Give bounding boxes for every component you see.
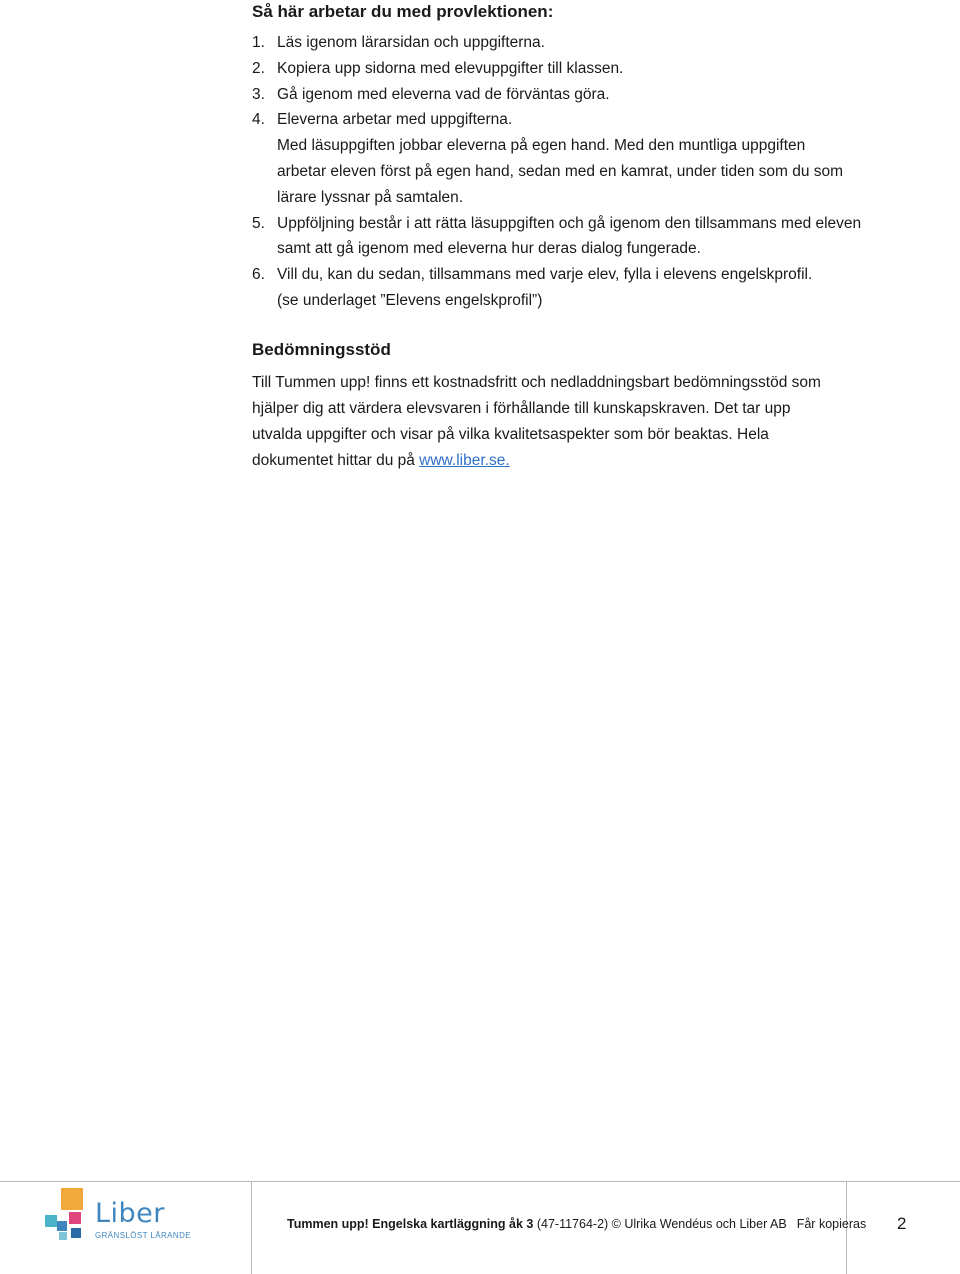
list-text: Gå igenom med eleverna vad de förväntas göra.	[277, 85, 610, 103]
logo-square-blue	[57, 1221, 67, 1231]
logo-tagline: GRÄNSLÖST LÄRANDE	[95, 1231, 192, 1240]
logo-wordmark: Liber	[95, 1198, 165, 1229]
list-number: 3.	[252, 85, 265, 103]
list-text: Läs igenom lärarsidan och uppgifterna.	[277, 34, 545, 51]
list-number: 2.	[252, 59, 265, 77]
footer-title: Tummen upp! Engelska kartläggning åk 3	[287, 1217, 534, 1231]
logo-square-blue-dark	[71, 1228, 81, 1238]
page-number: 2	[897, 1214, 907, 1233]
list-number: 1.	[252, 34, 265, 51]
list-text: Eleverna arbetar med uppgifterna.	[277, 111, 513, 129]
section-heading: Så här arbetar du med provlektionen:	[252, 2, 554, 21]
footer-copy-note: Får kopieras	[796, 1217, 867, 1231]
list-item	[252, 30, 877, 56]
section-heading: Bedömningsstöd	[252, 340, 391, 359]
list-number: 5.	[252, 214, 265, 232]
list-item	[252, 82, 877, 108]
logo-square-pink	[69, 1212, 81, 1224]
liber-link[interactable]: www.liber.se.	[419, 452, 510, 469]
list-number: 4.	[252, 111, 265, 129]
logo-square-teal	[45, 1215, 57, 1227]
list-item	[252, 262, 877, 314]
assessment-paragraph	[252, 370, 842, 474]
footer-divider	[0, 1181, 960, 1182]
logo-square-orange	[61, 1188, 83, 1210]
liber-logo	[45, 1188, 195, 1248]
list-number: 6.	[252, 266, 265, 284]
list-item	[252, 107, 877, 210]
list-subtext: (se underlaget ”Elevens engelskprofil”)	[277, 291, 543, 309]
list-item	[252, 56, 877, 82]
list-text: Uppföljning består i att rätta läsuppgiften och gå igenom den tillsammans med eleven samt att gå igenom med eleverna hur deras dialog fungerade.	[277, 214, 862, 258]
footer-copyright: © Ulrika Wendéus och Liber AB	[611, 1217, 787, 1231]
footer-divider	[251, 1181, 252, 1274]
logo-square-light	[59, 1232, 67, 1240]
footer-credits	[287, 1216, 866, 1232]
list-text: Kopiera upp sidorna med elevuppgifter till klassen.	[277, 59, 624, 77]
list-subtext: Med läsuppgiften jobbar eleverna på egen hand. Med den muntliga uppgiften arbetar eleven först på egen hand, sedan med en kamrat, under tiden som du som lärare lyssnar på samtalen.	[277, 137, 844, 206]
list-item	[252, 211, 877, 263]
footer-isbn: (47-11764-2)	[536, 1217, 609, 1231]
list-text: Vill du, kan du sedan, tillsammans med varje elev, fylla i elevens engelskprofil.	[277, 266, 813, 284]
instruction-list	[252, 30, 877, 314]
paragraph-text: Till Tummen upp! finns ett kostnadsfritt och nedladdningsbart bedömningsstöd som hjälper dig att värdera elevsvaren i förhållande till kunskapskraven. Det tar upp utvalda uppgifter och visar på vilka kvalitetsaspekter som bör beaktas. Hela dokumentet hittar du på	[252, 374, 821, 469]
